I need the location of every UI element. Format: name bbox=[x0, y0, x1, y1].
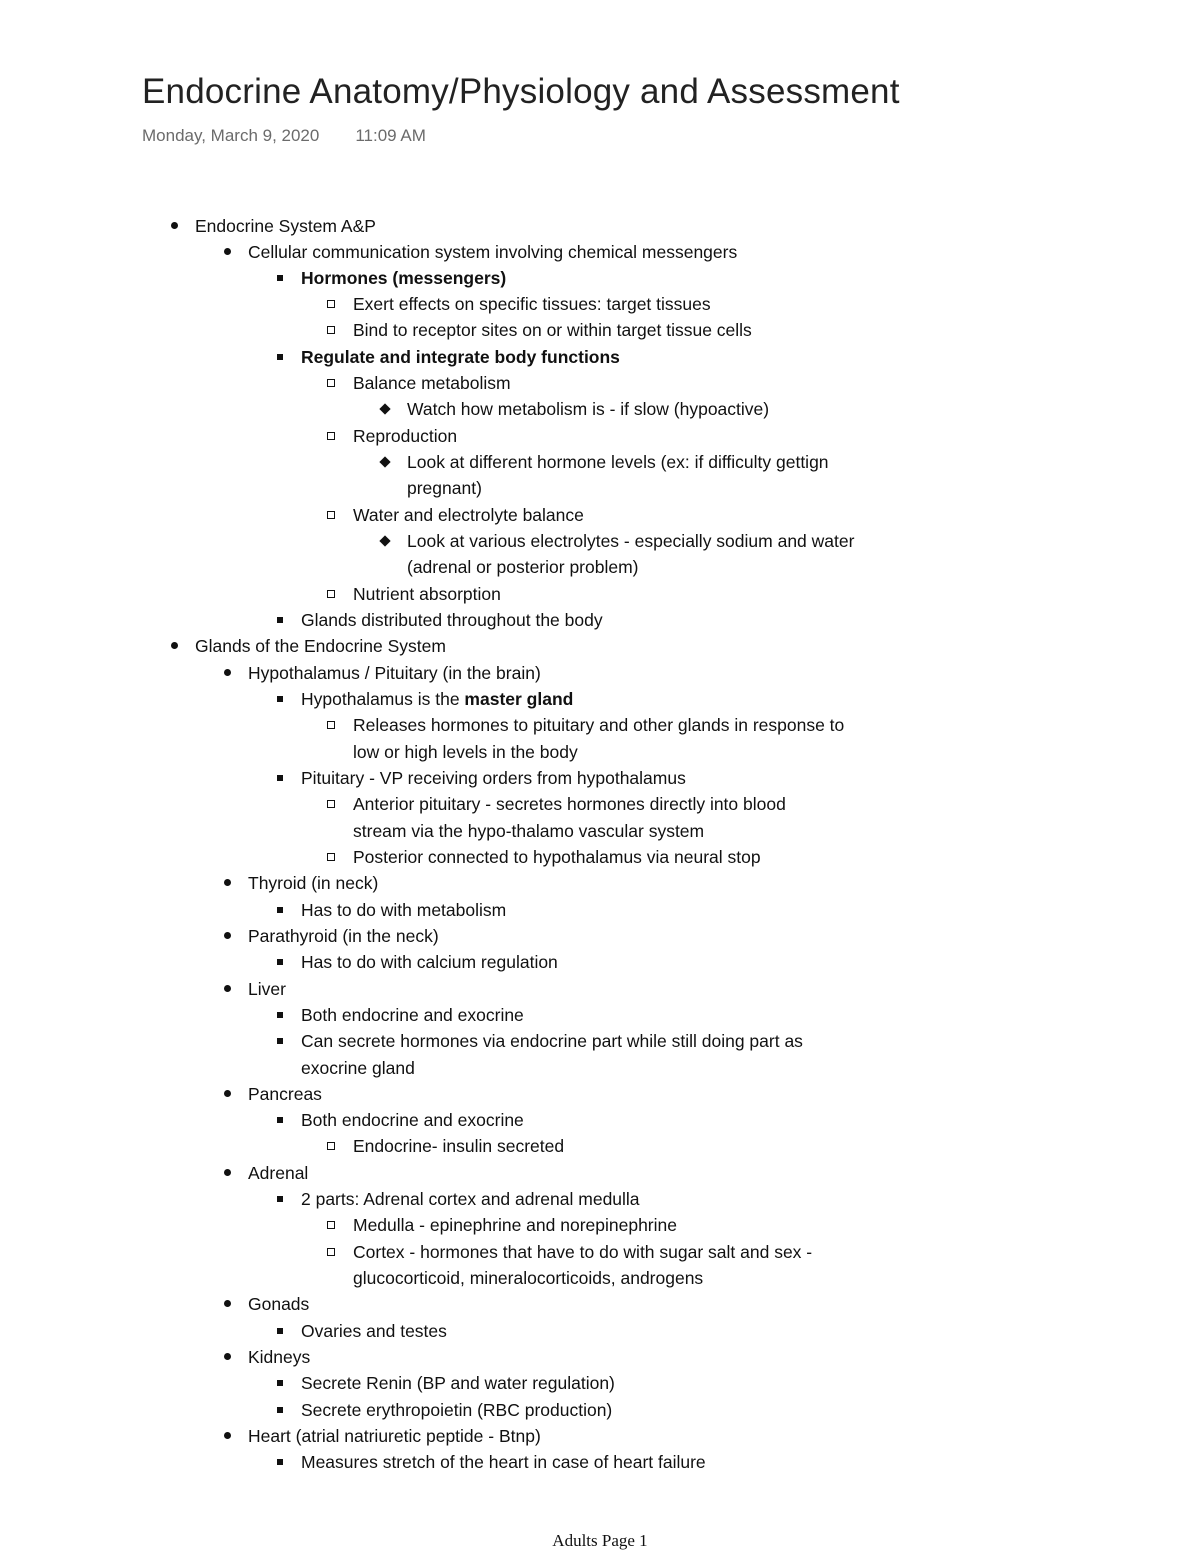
hollow-square-bullet-icon bbox=[327, 590, 335, 598]
page-title: Endocrine Anatomy/Physiology and Assessment bbox=[142, 72, 900, 111]
outline-item: Pituitary - VP receiving orders from hypothalamus bbox=[301, 765, 686, 791]
outline-item: Both endocrine and exocrine bbox=[301, 1002, 524, 1028]
outline-item: Can secrete hormones via endocrine part while still doing part as bbox=[301, 1028, 803, 1054]
outline-item: Endocrine- insulin secreted bbox=[353, 1133, 564, 1159]
square-bullet-icon bbox=[277, 1196, 283, 1202]
hollow-square-bullet-icon bbox=[327, 721, 335, 729]
page-meta bbox=[142, 126, 426, 146]
bullet-icon bbox=[224, 1353, 231, 1360]
outline-item: Watch how metabolism is - if slow (hypoactive) bbox=[407, 396, 769, 422]
outline-item: Endocrine System A&P bbox=[195, 213, 376, 239]
outline-item: Look at various electrolytes - especially sodium and water bbox=[407, 528, 854, 554]
bullet-icon bbox=[224, 932, 231, 939]
hollow-square-bullet-icon bbox=[327, 800, 335, 808]
square-bullet-icon bbox=[277, 1459, 283, 1465]
outline-item: Hormones (messengers) bbox=[301, 265, 506, 291]
diamond-bullet-icon bbox=[379, 535, 390, 546]
square-bullet-icon bbox=[277, 907, 283, 913]
outline-item-continuation: low or high levels in the body bbox=[353, 742, 578, 762]
hollow-square-bullet-icon bbox=[327, 511, 335, 519]
outline-item: Has to do with metabolism bbox=[301, 897, 506, 923]
square-bullet-icon bbox=[277, 1038, 283, 1044]
outline-item: Adrenal bbox=[248, 1160, 308, 1186]
outline-item: Anterior pituitary - secretes hormones directly into blood bbox=[353, 791, 786, 817]
hollow-square-bullet-icon bbox=[327, 1248, 335, 1256]
outline-item: Pancreas bbox=[248, 1081, 322, 1107]
square-bullet-icon bbox=[277, 1117, 283, 1123]
outline-item: Has to do with calcium regulation bbox=[301, 949, 558, 975]
outline-item: Glands distributed throughout the body bbox=[301, 607, 603, 633]
hollow-square-bullet-icon bbox=[327, 326, 335, 334]
outline-item: Secrete erythropoietin (RBC production) bbox=[301, 1397, 612, 1423]
square-bullet-icon bbox=[277, 1407, 283, 1413]
outline-item: 2 parts: Adrenal cortex and adrenal medulla bbox=[301, 1186, 640, 1212]
outline-item: Liver bbox=[248, 976, 286, 1002]
square-bullet-icon bbox=[277, 275, 283, 281]
bullet-icon bbox=[224, 1300, 231, 1307]
outline-item-continuation: glucocorticoid, mineralocorticoids, androgens bbox=[353, 1268, 704, 1288]
outline-item: Gonads bbox=[248, 1291, 309, 1317]
outline-item: Hypothalamus is the master gland bbox=[301, 686, 573, 712]
outline-item: Bind to receptor sites on or within target tissue cells bbox=[353, 317, 752, 343]
outline-item-continuation: exocrine gland bbox=[301, 1058, 415, 1078]
square-bullet-icon bbox=[277, 1328, 283, 1334]
square-bullet-icon bbox=[277, 1380, 283, 1386]
square-bullet-icon bbox=[277, 617, 283, 623]
outline-item: Cortex - hormones that have to do with sugar salt and sex - bbox=[353, 1239, 812, 1265]
square-bullet-icon bbox=[277, 354, 283, 360]
bullet-icon bbox=[224, 879, 231, 886]
hollow-square-bullet-icon bbox=[327, 1142, 335, 1150]
hollow-square-bullet-icon bbox=[327, 853, 335, 861]
outline-item: Secrete Renin (BP and water regulation) bbox=[301, 1370, 615, 1396]
outline-item-continuation: pregnant) bbox=[407, 478, 482, 498]
hollow-square-bullet-icon bbox=[327, 379, 335, 387]
outline-item: Water and electrolyte balance bbox=[353, 502, 584, 528]
outline-item: Measures stretch of the heart in case of heart failure bbox=[301, 1449, 706, 1475]
page-time: 11:09 AM bbox=[355, 126, 426, 145]
outline-item: Cellular communication system involving chemical messengers bbox=[248, 239, 737, 265]
square-bullet-icon bbox=[277, 959, 283, 965]
outline-item: Thyroid (in neck) bbox=[248, 870, 378, 896]
square-bullet-icon bbox=[277, 775, 283, 781]
square-bullet-icon bbox=[277, 696, 283, 702]
hollow-square-bullet-icon bbox=[327, 432, 335, 440]
diamond-bullet-icon bbox=[379, 403, 390, 414]
bullet-icon bbox=[224, 1432, 231, 1439]
bullet-icon bbox=[224, 669, 231, 676]
outline-item: Posterior connected to hypothalamus via neural stop bbox=[353, 844, 761, 870]
bullet-icon bbox=[224, 1090, 231, 1097]
outline-item: Exert effects on specific tissues: target tissues bbox=[353, 291, 711, 317]
outline-item: Heart (atrial natriuretic peptide - Btnp) bbox=[248, 1423, 541, 1449]
hollow-square-bullet-icon bbox=[327, 1221, 335, 1229]
hollow-square-bullet-icon bbox=[327, 300, 335, 308]
outline-item: Parathyroid (in the neck) bbox=[248, 923, 439, 949]
outline-item: Both endocrine and exocrine bbox=[301, 1107, 524, 1133]
outline-item: Kidneys bbox=[248, 1344, 310, 1370]
page-footer: Adults Page 1 bbox=[552, 1531, 648, 1550]
outline-item: Reproduction bbox=[353, 423, 457, 449]
outline-item: Releases hormones to pituitary and other glands in response to bbox=[353, 712, 844, 738]
bullet-icon bbox=[171, 222, 178, 229]
bullet-icon bbox=[224, 248, 231, 255]
bullet-icon bbox=[224, 1169, 231, 1176]
bullet-icon bbox=[224, 985, 231, 992]
outline-item: Ovaries and testes bbox=[301, 1318, 447, 1344]
outline-item: Hypothalamus / Pituitary (in the brain) bbox=[248, 660, 541, 686]
outline-item: Balance metabolism bbox=[353, 370, 511, 396]
outline-item: Look at different hormone levels (ex: if difficulty gettign bbox=[407, 449, 829, 475]
outline-item-continuation: (adrenal or posterior problem) bbox=[407, 557, 639, 577]
page-date: Monday, March 9, 2020 bbox=[142, 126, 320, 145]
outline-item: Medulla - epinephrine and norepinephrine bbox=[353, 1212, 677, 1238]
outline-item: Glands of the Endocrine System bbox=[195, 633, 446, 659]
diamond-bullet-icon bbox=[379, 456, 390, 467]
bullet-icon bbox=[171, 642, 178, 649]
outline-item-continuation: stream via the hypo-thalamo vascular system bbox=[353, 821, 705, 841]
outline-item: Regulate and integrate body functions bbox=[301, 344, 620, 370]
outline-item: Nutrient absorption bbox=[353, 581, 501, 607]
square-bullet-icon bbox=[277, 1012, 283, 1018]
